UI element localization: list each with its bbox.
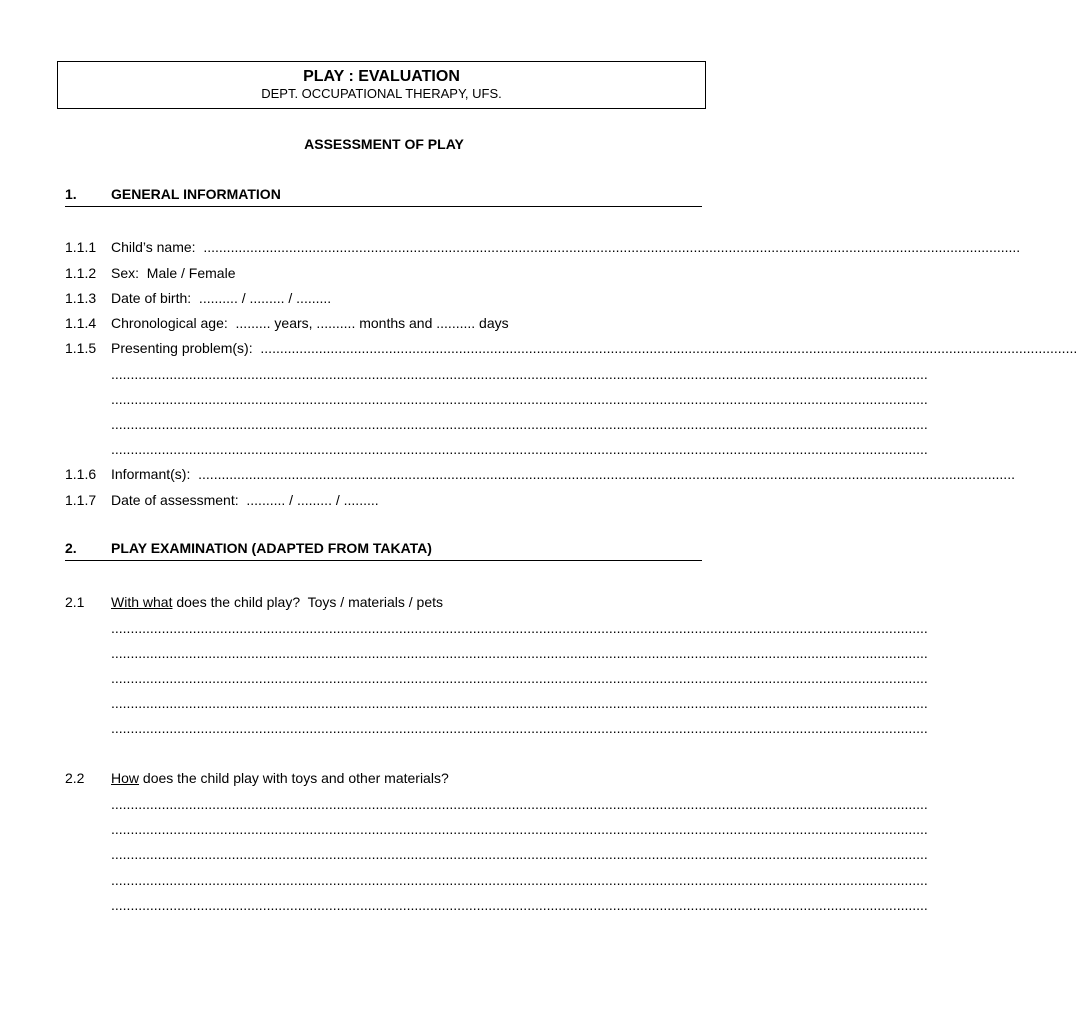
section-number: 2. bbox=[65, 540, 77, 556]
fill-line[interactable]: .................................................................................................................................................................................................................. bbox=[111, 645, 928, 661]
item-number: 1.1.6 bbox=[65, 466, 97, 482]
field-date-of-assessment[interactable] bbox=[65, 491, 701, 509]
fill-line[interactable]: .................................................................................................................................................................................................................. bbox=[260, 340, 1077, 356]
fill-line[interactable]: .................................................................................................................................................................................................................. bbox=[111, 821, 928, 837]
item-number: 1.1.3 bbox=[65, 290, 97, 306]
section-2-heading bbox=[65, 540, 702, 561]
question-2-1 bbox=[65, 593, 701, 611]
item-label: Informant(s): bbox=[111, 466, 199, 482]
section-title: GENERAL INFORMATION bbox=[111, 186, 281, 202]
item-number: 2.1 bbox=[65, 594, 85, 610]
field-childs-name[interactable] bbox=[65, 238, 1021, 256]
fill-line[interactable]: .................................................................................................................................................................................................................. bbox=[111, 796, 928, 812]
question-emphasis: How bbox=[111, 770, 140, 786]
item-label: Presenting problem(s): bbox=[111, 340, 261, 356]
fill-line[interactable]: .................................................................................................................................................................................................................. bbox=[111, 620, 928, 636]
item-label: Sex: Male / Female bbox=[111, 265, 236, 281]
item-number: 1.1.5 bbox=[65, 340, 97, 356]
field-chronological-age[interactable] bbox=[65, 314, 701, 332]
fill-line[interactable]: .................................................................................................................................................................................................................. bbox=[198, 466, 1015, 482]
fill-line[interactable]: .................................................................................................................................................................................................................. bbox=[111, 872, 928, 888]
fill-line[interactable]: .................................................................................................................................................................................................................. bbox=[111, 846, 928, 862]
item-number: 2.2 bbox=[65, 770, 85, 786]
question-emphasis: With what bbox=[111, 594, 173, 610]
item-label: Chronological age: ......... years, .......... months and .......... days bbox=[111, 315, 509, 331]
item-number: 1.1.7 bbox=[65, 492, 97, 508]
item-label: Child’s name: bbox=[111, 239, 204, 255]
header-box bbox=[57, 61, 706, 109]
question-text: does the child play with toys and other materials? bbox=[139, 770, 449, 786]
fill-line[interactable]: .................................................................................................................................................................................................................. bbox=[203, 239, 1021, 255]
field-informants[interactable] bbox=[65, 465, 1015, 483]
fill-line[interactable]: .................................................................................................................................................................................................................. bbox=[111, 416, 928, 432]
fill-line[interactable]: .................................................................................................................................................................................................................. bbox=[111, 695, 928, 711]
item-label: Date of birth: .......... / ......... / ......... bbox=[111, 290, 332, 306]
fill-line[interactable]: .................................................................................................................................................................................................................. bbox=[111, 391, 928, 407]
question-text: does the child play? Toys / materials / pets bbox=[172, 594, 444, 610]
section-number: 1. bbox=[65, 186, 77, 202]
field-date-of-birth[interactable] bbox=[65, 289, 701, 307]
item-number: 1.1.4 bbox=[65, 315, 97, 331]
question-2-2 bbox=[65, 769, 701, 787]
fill-line[interactable]: .................................................................................................................................................................................................................. bbox=[111, 897, 928, 913]
fill-line[interactable]: .................................................................................................................................................................................................................. bbox=[111, 720, 928, 736]
item-label: Date of assessment: .......... / ......... / ......... bbox=[111, 492, 379, 508]
header-subtitle: DEPT. OCCUPATIONAL THERAPY, UFS. bbox=[261, 86, 502, 101]
item-number: 1.1.1 bbox=[65, 239, 97, 255]
fill-line[interactable]: .................................................................................................................................................................................................................. bbox=[111, 441, 928, 457]
field-sex[interactable] bbox=[65, 264, 701, 282]
section-1-heading bbox=[65, 186, 702, 207]
field-presenting-problems[interactable] bbox=[65, 339, 1077, 357]
fill-line[interactable]: .................................................................................................................................................................................................................. bbox=[111, 670, 928, 686]
header-title: PLAY : EVALUATION bbox=[303, 68, 460, 85]
item-number: 1.1.2 bbox=[65, 265, 97, 281]
fill-line[interactable]: .................................................................................................................................................................................................................. bbox=[111, 366, 928, 382]
document-title: ASSESSMENT OF PLAY bbox=[304, 136, 464, 152]
section-title: PLAY EXAMINATION (ADAPTED FROM TAKATA) bbox=[111, 540, 432, 556]
